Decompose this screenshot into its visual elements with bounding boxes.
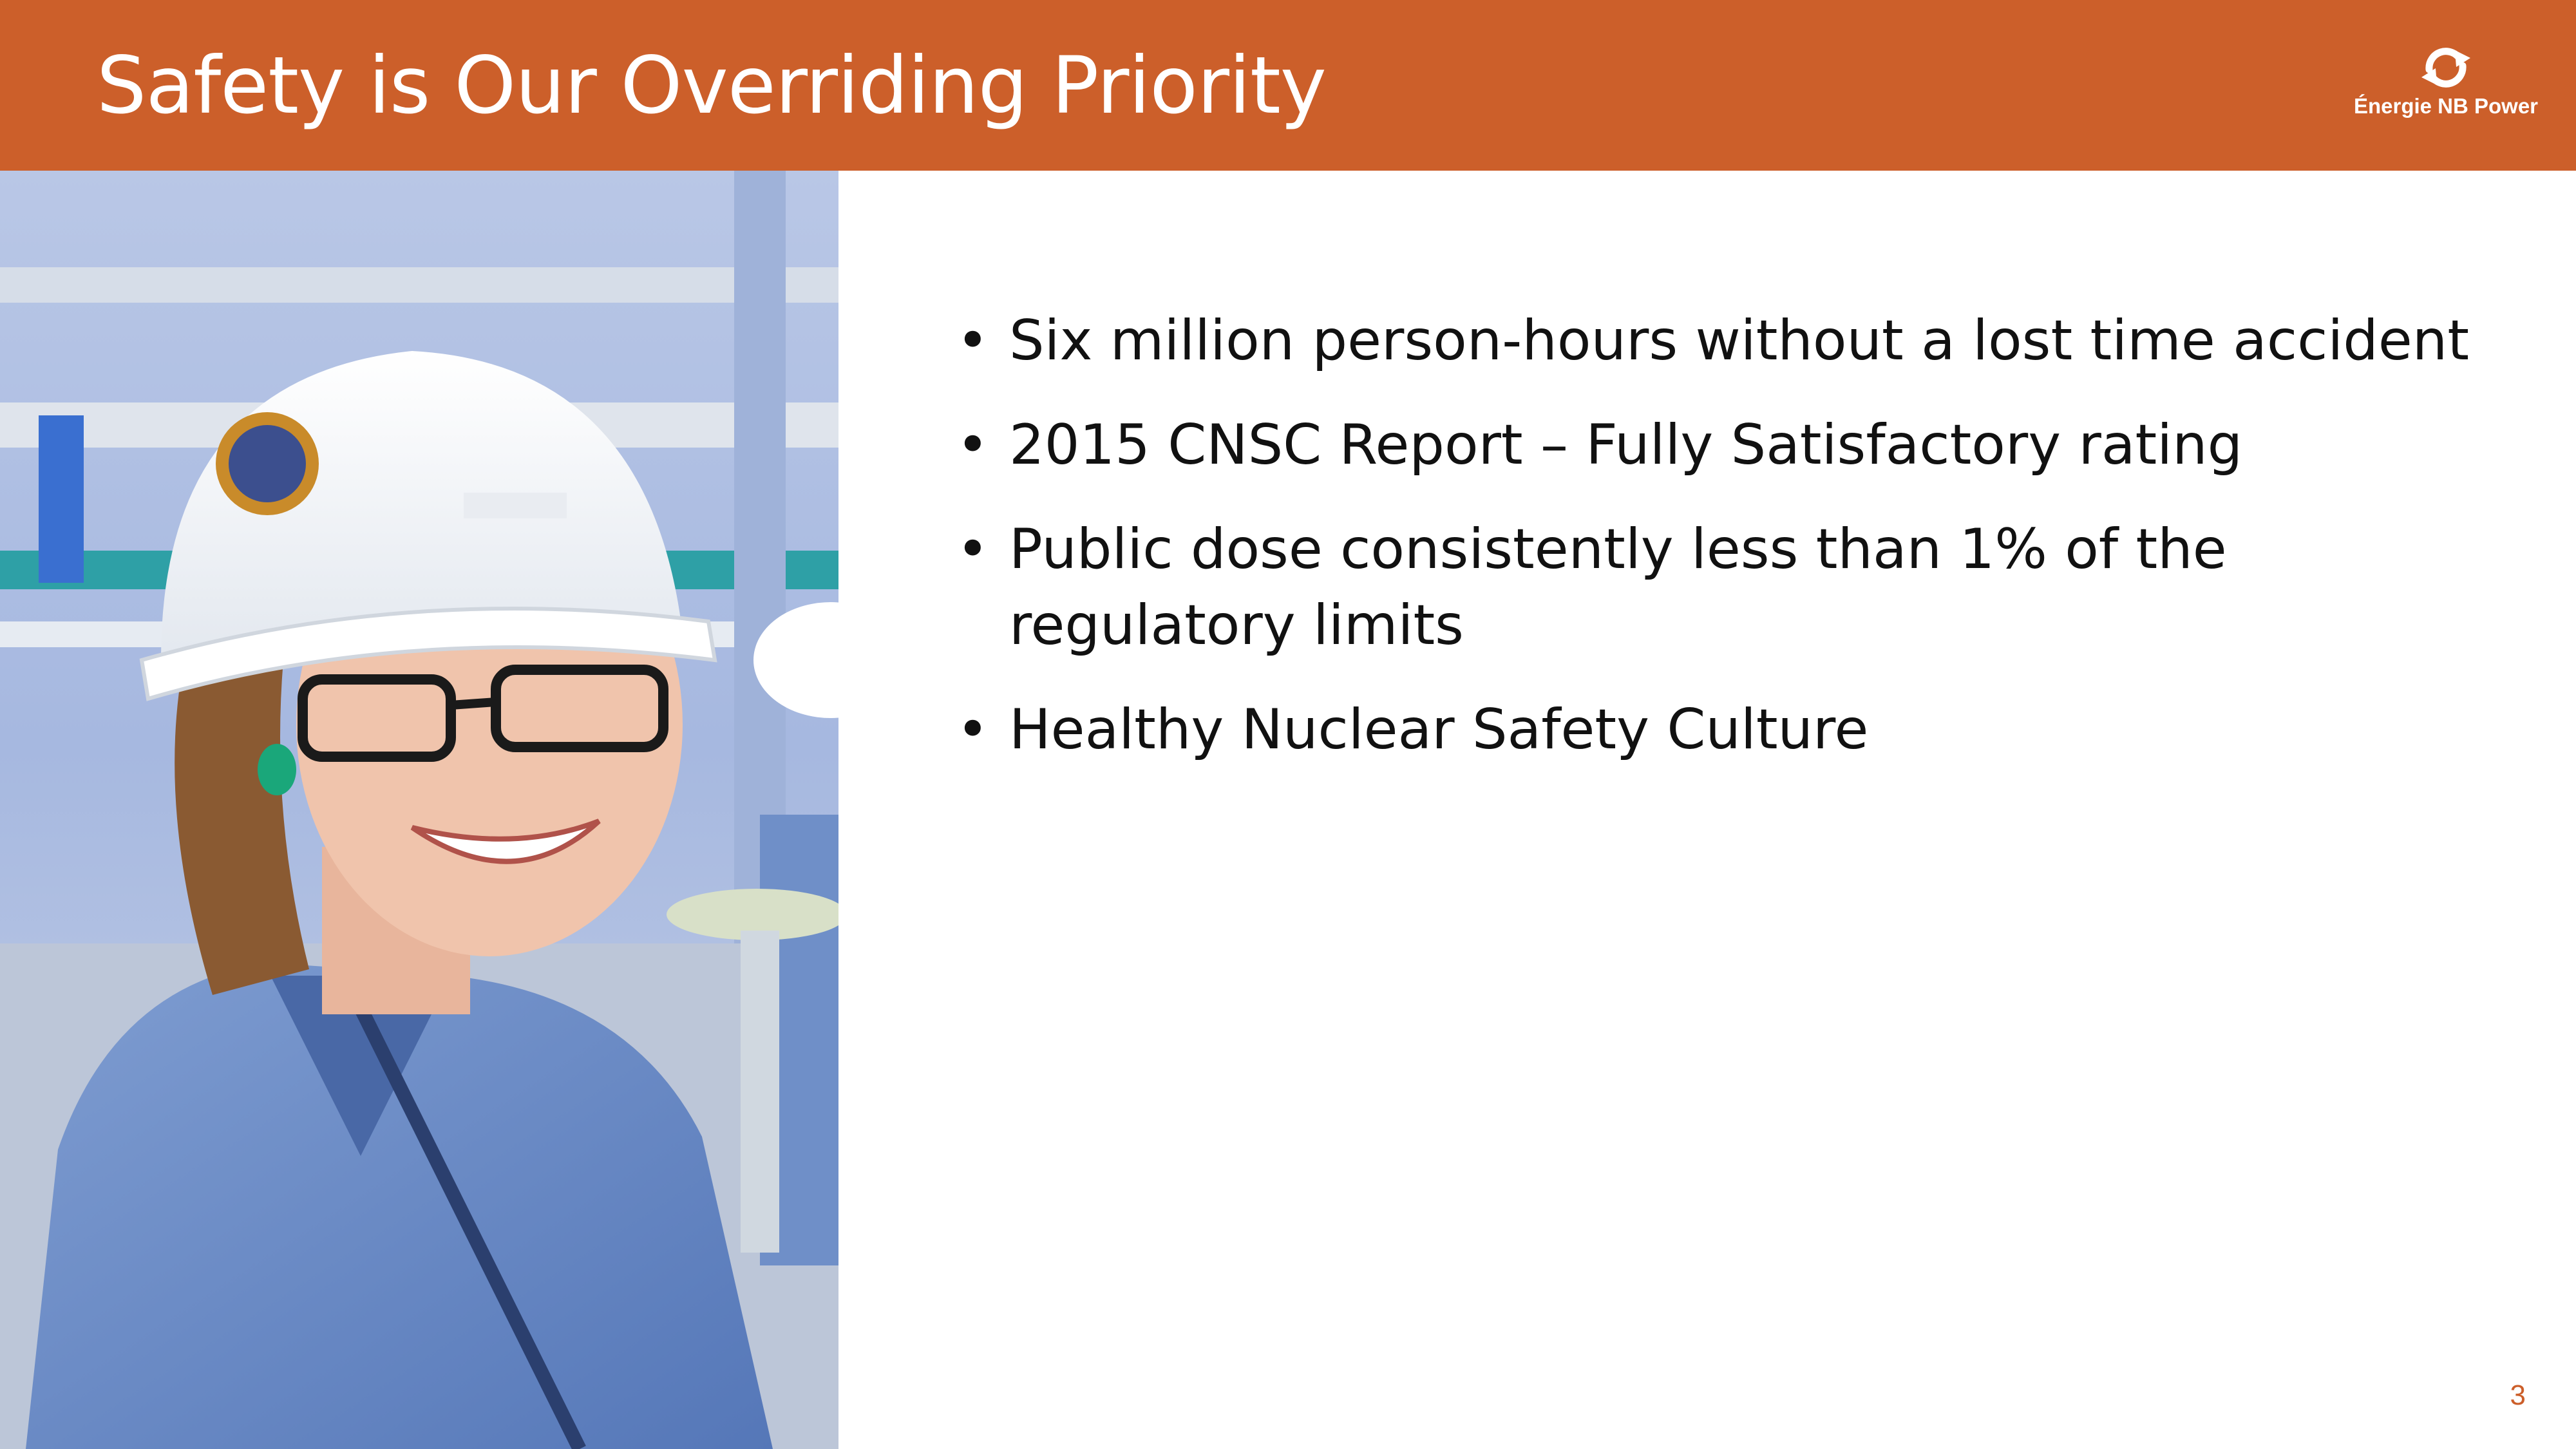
recycle-arrows-logo-icon (2415, 45, 2477, 90)
bullet-dot: • (956, 308, 989, 373)
header-bar (0, 0, 2576, 171)
bullet-text: Six million person-hours without a lost time accident (1009, 308, 2470, 373)
worker-with-hard-hat-photo (0, 171, 838, 1449)
bullet-text: Public dose consistently less than 1% of the regulatory limits (1009, 517, 2227, 658)
page-number: 3 (2510, 1379, 2526, 1411)
list-item (956, 407, 2502, 483)
bullet-dot: • (956, 517, 989, 582)
bullet-dot: • (956, 697, 989, 762)
bullet-text: Healthy Nuclear Safety Culture (1009, 697, 1869, 762)
bullet-dot: • (956, 413, 989, 477)
slide-title: Safety is Our Overriding Priority (97, 40, 1326, 131)
bullet-text: 2015 CNSC Report – Fully Satisfactory rating (1009, 413, 2243, 477)
list-item (956, 692, 2502, 768)
list-item (956, 511, 2502, 663)
nb-power-logo (2349, 45, 2543, 122)
bullet-list (956, 303, 2502, 796)
list-item (956, 303, 2502, 379)
logo-text: Énergie NB Power (2353, 94, 2539, 118)
